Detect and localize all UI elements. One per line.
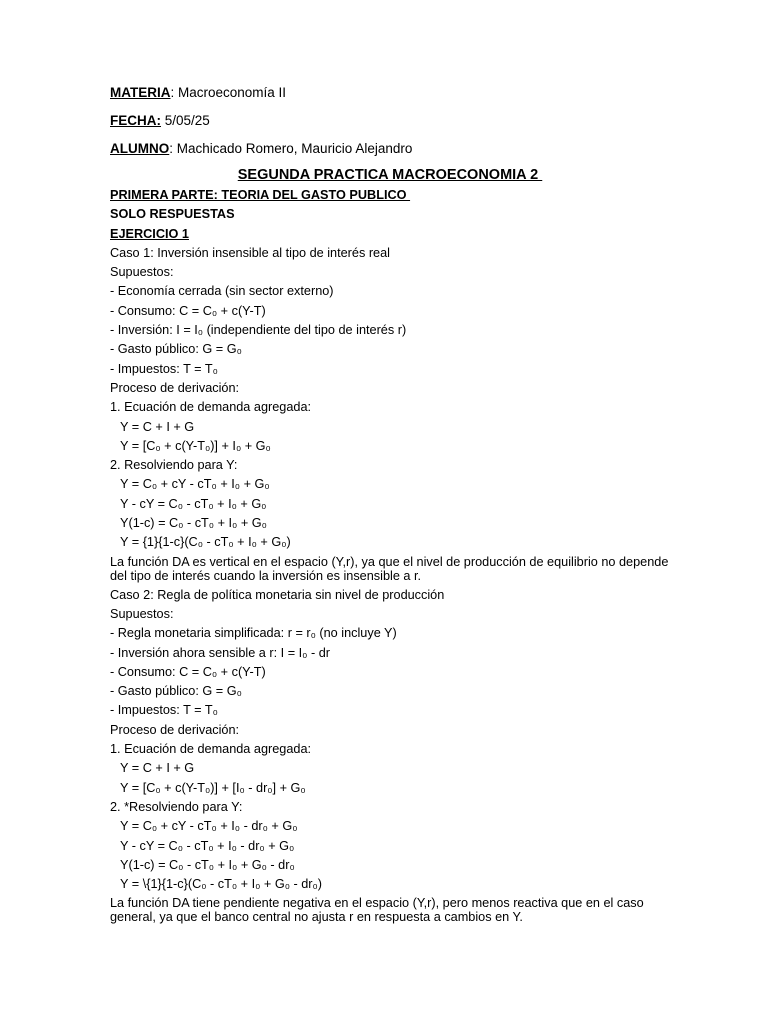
document-title: SEGUNDA PRACTICA MACROECONOMIA 2 xyxy=(237,167,543,183)
case1-equation: Y = C + I + G xyxy=(120,419,195,434)
case2-step1: 1. Ecuación de demanda agregada: xyxy=(110,742,312,757)
case1-assumption: - Impuestos: T = T₀ xyxy=(110,361,218,376)
fecha-line xyxy=(110,112,670,140)
case2-assumption: - Regla monetaria simplificada: r = r₀ (no incluye Y) xyxy=(110,626,397,641)
case1-assumption: - Economía cerrada (sin sector externo) xyxy=(110,284,334,299)
case1-assumptions-label: Supuestos: xyxy=(110,265,174,280)
case1-step1: 1. Ecuación de demanda agregada: xyxy=(110,400,312,415)
materia-line xyxy=(110,84,670,112)
case1-equation: Y = [C₀ + c(Y-T₀)] + I₀ + G₀ xyxy=(120,438,271,453)
alumno-label: ALUMNO xyxy=(110,141,170,156)
case1-conclusion: La función DA es vertical en el espacio (Y,r), ya que el nivel de producción de equilibrio no depende del tipo de interés cuando la inversión es insensible a r. xyxy=(110,554,669,583)
alumno-value: : Machicado Romero, Mauricio Alejandro xyxy=(169,141,413,156)
case1-equation: Y = C₀ + cY - cT₀ + I₀ + G₀ xyxy=(120,477,270,492)
alumno-line xyxy=(110,140,670,168)
case2-equation: Y = C + I + G xyxy=(120,761,195,776)
case2-assumption: - Gasto público: G = G₀ xyxy=(110,684,242,699)
materia-value: : Macroeconomía II xyxy=(170,85,287,100)
case2-equation: Y - cY = C₀ - cT₀ + I₀ - dr₀ + G₀ xyxy=(120,838,295,853)
case1-step2: 2. Resolviendo para Y: xyxy=(110,458,238,473)
case1-equation: Y = {1}{1-c}(C₀ - cT₀ + I₀ + G₀) xyxy=(120,535,291,550)
case2-assumption: - Consumo: C = C₀ + c(Y-T) xyxy=(110,664,266,679)
materia-label: MATERIA xyxy=(110,85,171,100)
fecha-label: FECHA: xyxy=(110,113,161,128)
case1-assumption: - Inversión: I = I₀ (independiente del tipo de interés r) xyxy=(110,323,407,338)
case1-equation: Y - cY = C₀ - cT₀ + I₀ + G₀ xyxy=(120,496,267,511)
case1-assumption: - Gasto público: G = G₀ xyxy=(110,342,242,357)
case2-equation: Y = C₀ + cY - cT₀ + I₀ - dr₀ + G₀ xyxy=(120,819,298,834)
case2-step2: 2. *Resolviendo para Y: xyxy=(110,799,243,814)
case2-equation: Y = \{1}{1-c}(C₀ - cT₀ + I₀ + G₀ - dr₀) xyxy=(120,877,323,892)
part-heading: PRIMERA PARTE: TEORIA DEL GASTO PUBLICO xyxy=(110,188,411,202)
case1-title: Caso 1: Inversión insensible al tipo de interés real xyxy=(110,245,390,260)
case2-assumptions-label: Supuestos: xyxy=(110,606,174,621)
case1-process-label: Proceso de derivación: xyxy=(110,380,240,395)
fecha-value: 5/05/25 xyxy=(161,113,210,128)
case1-assumption: - Consumo: C = C₀ + c(Y-T) xyxy=(110,303,266,318)
case2-assumption: - Impuestos: T = T₀ xyxy=(110,703,218,718)
case2-assumption: - Inversión ahora sensible a r: I = I₀ - dr xyxy=(110,645,330,660)
case1-equation: Y(1-c) = C₀ - cT₀ + I₀ + G₀ xyxy=(120,516,267,531)
case2-process-label: Proceso de derivación: xyxy=(110,722,240,737)
document-body xyxy=(110,84,670,927)
exercise-heading: EJERCICIO 1 xyxy=(110,226,189,241)
subheading: SOLO RESPUESTAS xyxy=(110,207,235,222)
case2-conclusion: La función DA tiene pendiente negativa en el espacio (Y,r), pero menos reactiva que en el caso general, ya que el banco central no ajusta r en respuesta a cambios en Y. xyxy=(110,896,644,925)
case2-equation: Y = [C₀ + c(Y-T₀)] + [I₀ - dr₀] + G₀ xyxy=(120,780,306,795)
case2-equation: Y(1-c) = C₀ - cT₀ + I₀ + G₀ - dr₀ xyxy=(120,857,295,872)
case2-title: Caso 2: Regla de política monetaria sin nivel de producción xyxy=(110,587,445,602)
